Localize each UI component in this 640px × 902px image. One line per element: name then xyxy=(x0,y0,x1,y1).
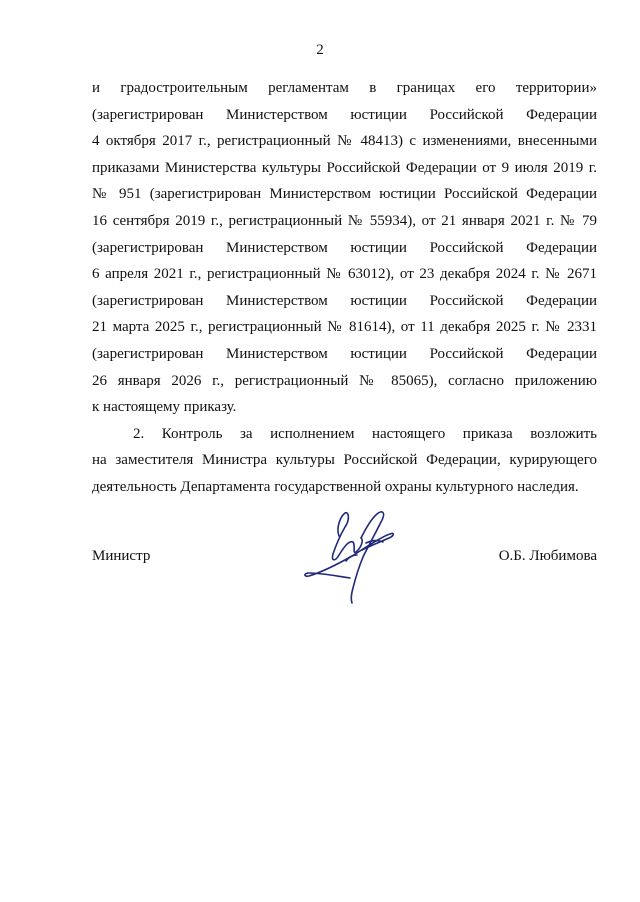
text-line: 6 апреля 2021 г., регистрационный № 63012), от 23 декабря 2024 г. № 2671 xyxy=(92,266,597,283)
text-line: приказами Министерства культуры Российской Федерации от 9 июля 2019 г. xyxy=(92,159,597,176)
text-line: 16 сентября 2019 г., регистрационный № 55934), от 21 января 2021 г. № 79 xyxy=(92,212,597,229)
handwritten-signature xyxy=(300,500,400,605)
text-line: (зарегистрирован Министерством юстиции Российской Федерации xyxy=(92,106,597,123)
text-line: (зарегистрирован Министерством юстиции Российской Федерации xyxy=(92,292,597,309)
text-line: к настоящему приказу. xyxy=(92,399,237,416)
signature-stroke xyxy=(305,533,393,578)
signer-name: О.Б. Любимова xyxy=(498,548,597,564)
page-number: 2 xyxy=(316,42,324,58)
text-line: деятельность Департамента государственной охраны культурного наследия. xyxy=(92,478,579,495)
text-line: № 951 (зарегистрирован Министерством юстиции Российской Федерации xyxy=(92,186,597,203)
paragraph-2 xyxy=(92,421,597,501)
text-line: (зарегистрирован Министерством юстиции Российской Федерации xyxy=(92,239,597,256)
text-line: 26 января 2026 г., регистрационный № 85065), согласно приложению xyxy=(92,372,597,389)
signature-stroke xyxy=(346,555,357,561)
signature-stroke xyxy=(351,512,383,603)
text-line: и градостроительным регламентам в границах его территории» xyxy=(92,80,597,96)
text-line: 21 марта 2025 г., регистрационный № 81614), от 11 декабря 2025 г. № 2331 xyxy=(92,319,597,336)
paragraph-1 xyxy=(92,75,597,421)
text-line: (зарегистрирован Министерством юстиции Российской Федерации xyxy=(92,345,597,362)
document-body xyxy=(92,75,597,501)
text-line: на заместителя Министра культуры Российской Федерации, курирующего xyxy=(92,452,597,469)
text-line: 2. Контроль за исполнением настоящего приказа возложить xyxy=(133,425,597,442)
signer-title: Министр xyxy=(92,548,151,564)
text-line: 4 октября 2017 г., регистрационный № 48413) с изменениями, внесенными xyxy=(92,133,597,150)
